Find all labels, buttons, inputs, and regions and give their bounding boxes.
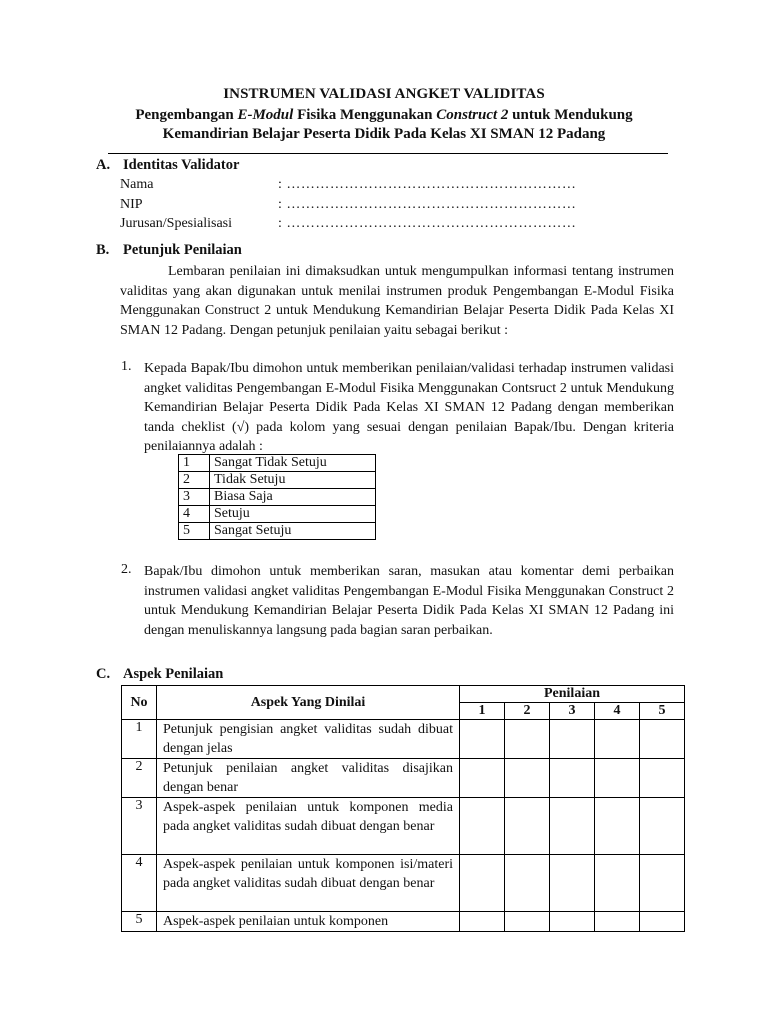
- score-cell[interactable]: [460, 720, 505, 759]
- section-title: Identitas Validator: [123, 157, 240, 173]
- section-label: B.: [96, 242, 110, 258]
- instruction-text: Bapak/Ibu dimohon untuk memberikan saran, masukan atau komentar demi perbaikan instrumen validasi angket validitas Pengembangan E-Modul Fisika Menggunakan Construct 2 untuk Mendukung Kemandirian Belajar Peserta Didik Pada Kelas XI SMAN 12 Padang ini dengan menuliskannya langsung pada bagian saran perbaikan.: [144, 564, 674, 638]
- criteria-label: Biasa Saja: [210, 489, 376, 506]
- section-title: Aspek Penilaian: [123, 666, 224, 682]
- score-cell[interactable]: [595, 759, 640, 798]
- subtitle-part: untuk Mendukung: [508, 107, 633, 123]
- score-cell[interactable]: [460, 759, 505, 798]
- criteria-row: [179, 506, 376, 523]
- score-cell[interactable]: [640, 912, 685, 932]
- row-aspect: Aspek-aspek penilaian untuk komponen media pada angket validitas sudah dibuat dengan benar: [157, 798, 460, 855]
- score-cell[interactable]: [505, 855, 550, 912]
- field-value[interactable]: : ……………………………………………………: [278, 216, 577, 231]
- score-cell[interactable]: [505, 759, 550, 798]
- section-label: C.: [96, 666, 111, 682]
- score-cell[interactable]: [460, 798, 505, 855]
- score-cell[interactable]: [640, 855, 685, 912]
- criteria-label: Sangat Tidak Setuju: [210, 455, 376, 472]
- instruction-item-1: [144, 359, 674, 457]
- table-row: [122, 798, 685, 855]
- instruction-item-2: [144, 562, 674, 640]
- score-cell[interactable]: [595, 798, 640, 855]
- score-cell[interactable]: [595, 855, 640, 912]
- score-cell[interactable]: [505, 912, 550, 932]
- table-row: [122, 720, 685, 759]
- score-cell[interactable]: [550, 855, 595, 912]
- document-subtitle-line2: Kemandirian Belajar Peserta Didik Pada Kelas XI SMAN 12 Padang: [162, 126, 606, 142]
- row-number: 5: [122, 912, 157, 932]
- row-number: 2: [122, 759, 157, 798]
- subtitle-part: Pengembangan: [135, 107, 238, 123]
- title-divider: [108, 153, 668, 154]
- document-subtitle-line1: [0, 107, 768, 124]
- row-aspect: Petunjuk pengisian angket validitas sudah dibuat dengan jelas: [157, 720, 460, 759]
- criteria-score: 2: [179, 472, 210, 489]
- header-score: 1: [460, 703, 505, 720]
- field-label: NIP: [120, 197, 143, 212]
- score-cell[interactable]: [550, 720, 595, 759]
- instruction-text: Kepada Bapak/Ibu dimohon untuk memberikan penilaian/validasi terhadap instrumen validasi angket validitas Pengembangan E-Modul Fisika Menggunakan Contsruct 2 untuk Mendukung Kemandirian Belajar Peserta Didik Pada Kelas XI SMAN 12 Padang dengan memberikan tanda cheklist (√) pada kolom yang sesuai dengan penilaian Bapak/Ibu. Dengan kriteria penilaiannya adalah :: [144, 361, 674, 455]
- subtitle-part-italic: E-Modul: [237, 107, 294, 123]
- header-score: 3: [550, 703, 595, 720]
- criteria-row: [179, 455, 376, 472]
- header-score: 2: [505, 703, 550, 720]
- row-aspect: Aspek-aspek penilaian untuk komponen isi/materi pada angket validitas sudah dibuat dengan benar: [157, 855, 460, 912]
- score-cell[interactable]: [640, 798, 685, 855]
- score-cell[interactable]: [595, 912, 640, 932]
- field-value[interactable]: : ……………………………………………………: [278, 177, 577, 192]
- score-cell[interactable]: [460, 912, 505, 932]
- table-row: [122, 912, 685, 932]
- criteria-table: [178, 454, 376, 540]
- assessment-table: [121, 685, 685, 932]
- criteria-row: [179, 523, 376, 540]
- criteria-label: Tidak Setuju: [210, 472, 376, 489]
- row-number: 4: [122, 855, 157, 912]
- score-cell[interactable]: [595, 720, 640, 759]
- field-label: Nama: [120, 177, 154, 192]
- intro-text: Lembaran penilaian ini dimaksudkan untuk mengumpulkan informasi tentang instrumen validitas yang akan digunakan untuk menilai instrumen produk Pengembangan E-Modul Fisika Menggunakan Construct 2 untuk Mendukung Kemandirian Belajar Peserta Didik Pada Kelas XI SMAN 12 Padang. Dengan petunjuk penilaian yaitu sebagai berikut :: [120, 264, 674, 338]
- section-label: A.: [96, 157, 111, 173]
- table-row: [122, 855, 685, 912]
- field-value[interactable]: : ……………………………………………………: [278, 197, 577, 212]
- score-cell[interactable]: [550, 798, 595, 855]
- criteria-score: 1: [179, 455, 210, 472]
- criteria-score: 5: [179, 523, 210, 540]
- score-cell[interactable]: [505, 798, 550, 855]
- criteria-label: Setuju: [210, 506, 376, 523]
- criteria-label: Sangat Setuju: [210, 523, 376, 540]
- table-row: [122, 759, 685, 798]
- subtitle-part-italic: Construct 2: [436, 107, 509, 123]
- score-cell[interactable]: [640, 759, 685, 798]
- row-number: 3: [122, 798, 157, 855]
- row-number: 1: [122, 720, 157, 759]
- instructions-intro: [120, 262, 674, 340]
- document-title: INSTRUMEN VALIDASI ANGKET VALIDITAS: [223, 86, 545, 102]
- header-score: 4: [595, 703, 640, 720]
- criteria-row: [179, 489, 376, 506]
- criteria-row: [179, 472, 376, 489]
- header-score: 5: [640, 703, 685, 720]
- list-number: 1.: [121, 359, 132, 374]
- score-cell[interactable]: [550, 912, 595, 932]
- list-number: 2.: [121, 562, 132, 577]
- row-aspect: Aspek-aspek penilaian untuk komponen: [157, 912, 460, 932]
- header-no: No: [122, 686, 157, 720]
- header-aspect: Aspek Yang Dinilai: [157, 686, 460, 720]
- criteria-score: 4: [179, 506, 210, 523]
- row-aspect: Petunjuk penilaian angket validitas disajikan dengan benar: [157, 759, 460, 798]
- header-row: [122, 686, 685, 703]
- score-cell[interactable]: [460, 855, 505, 912]
- score-cell[interactable]: [505, 720, 550, 759]
- score-cell[interactable]: [550, 759, 595, 798]
- field-label: Jurusan/Spesialisasi: [120, 216, 232, 231]
- section-title: Petunjuk Penilaian: [123, 242, 242, 258]
- subtitle-part: Fisika Menggunakan: [293, 107, 437, 123]
- score-cell[interactable]: [640, 720, 685, 759]
- criteria-score: 3: [179, 489, 210, 506]
- header-penilaian: Penilaian: [460, 686, 685, 703]
